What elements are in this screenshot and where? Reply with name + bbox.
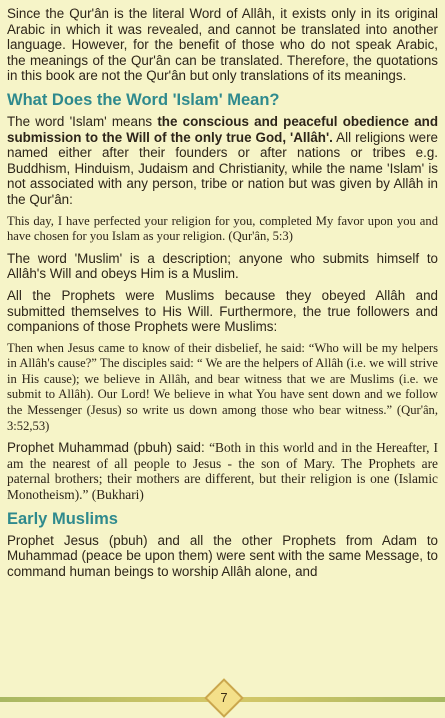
islam-meaning-lead: The word 'Islam' means xyxy=(7,113,158,129)
page-number: 7 xyxy=(220,690,228,705)
quran-quote-3-52: Then when Jesus came to know of their disbelief, he said: “Who will be my helpers in Allâh's cause?” The disciples said: “ We are the helpers of Allâh (i.e. we will strive in His cause); we believe in Allâh, and bear witness that we are Muslims (i.e. we submit to Allâh). Our Lord! We believe in what You have sent down and we follow the Messenger (Jesus) so write us down among those who bear witness.” (Qur'ân, 3:52,53) xyxy=(7,340,438,433)
islam-meaning-rest: All religions were named either after their founders or after nations or tribes e.g. Buddhism, Hinduism, Judaism and Christianity, while the name 'Islam' is not associated with any person, tribe or nation but was given by Allâh in the Qur'ân: xyxy=(7,129,438,207)
hadith-quote: “Both in this world and in the Hereafter, I am the nearest of all people to Jesus - the son of Mary. The Prophets are paternal brothers; their mothers are different, but their religion is one (Islamic Monotheism).” (Bukhari) xyxy=(7,440,438,503)
islam-meaning-bold: the conscious and peaceful obedience and submission to the Will of the only true God, 'Allâh'. xyxy=(7,113,438,145)
hadith-lead: Prophet Muhammad (pbuh) said: xyxy=(7,440,210,456)
muslim-definition-paragraph: The word 'Muslim' is a description; anyone who submits himself to Allâh's Will and obeys Him is a Muslim. xyxy=(7,250,438,282)
intro-paragraph: Since the Qur'ân is the literal Word of Allâh, it exists only in its original Arabic in which it was revealed, and cannot be translated into another language. However, for the benefit of those who do not speak Arabic, the meanings of the Qur'ân can be translated. Therefore, the quotations in this book are not the Qur'ân but only translations of its meanings. xyxy=(7,6,438,84)
page-content xyxy=(7,6,438,585)
early-muslims-paragraph: Prophet Jesus (pbuh) and all the other Prophets from Adam to Muhammad (peace be upon them) were sent with the same Message, to command human beings to worship Allâh alone, and xyxy=(7,532,438,579)
prophets-paragraph: All the Prophets were Muslims because they obeyed Allâh and submitted themselves to His Will. Furthermore, the true followers and companions of those Prophets were Muslims: xyxy=(7,287,438,335)
hadith-paragraph xyxy=(7,440,438,502)
section-heading-islam-meaning: What Does the Word 'Islam' Mean? xyxy=(7,90,280,109)
section-heading-early-muslims: Early Muslims xyxy=(7,509,118,528)
quran-quote-5-3: This day, I have perfected your religion for you, completed My favor upon you and have chosen for you Islam as your religion. (Qur'ân, 5:3) xyxy=(7,213,438,244)
islam-meaning-paragraph xyxy=(7,114,438,208)
